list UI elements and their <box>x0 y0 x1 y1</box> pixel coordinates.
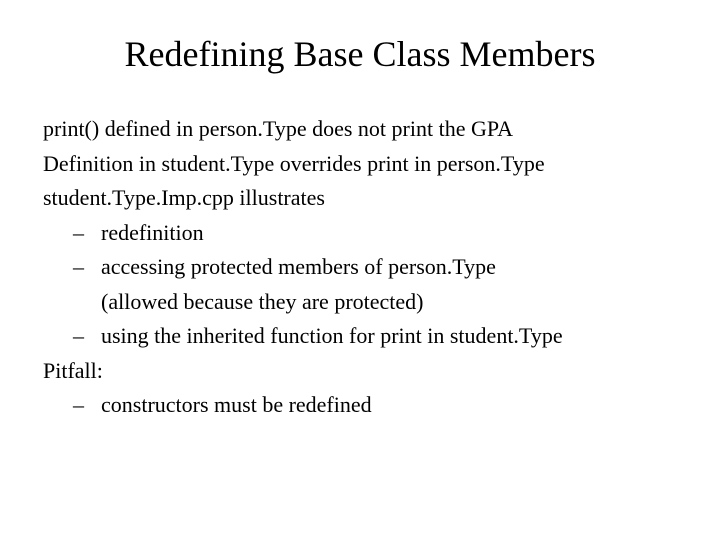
dash-marker: – <box>73 392 84 417</box>
bullet-text: student.Type.Imp.cpp illustrates <box>43 185 325 210</box>
slide-body <box>43 112 713 423</box>
bullet-line <box>43 147 713 182</box>
sub-bullet-line <box>43 388 713 423</box>
sub-bullet-line <box>43 319 713 354</box>
sub-bullet-text: using the inherited function for print in student.Type <box>101 323 563 348</box>
bullet-text: print() defined in person.Type does not print the GPA <box>43 116 513 141</box>
dash-marker: – <box>73 254 84 279</box>
bullet-text: Pitfall: <box>43 357 103 383</box>
bullet-text: Definition in student.Type overrides print in person.Type <box>43 150 545 176</box>
sub-bullet-line <box>43 250 713 285</box>
bullet-line <box>43 354 713 389</box>
sub-bullet-text: accessing protected members of person.Type <box>101 254 496 279</box>
sub-bullet-line <box>43 216 713 251</box>
bullet-line <box>43 112 713 147</box>
sub-bullet-text: redefinition <box>101 219 204 245</box>
sub-bullet-text: constructors must be redefined <box>101 392 372 417</box>
dash-marker: – <box>73 219 84 245</box>
continuation-line <box>43 285 713 320</box>
continuation-text: (allowed because they are protected) <box>101 288 424 314</box>
dash-marker: – <box>73 323 84 348</box>
slide-title: Redefining Base Class Members <box>124 34 596 74</box>
bullet-line <box>43 181 713 216</box>
